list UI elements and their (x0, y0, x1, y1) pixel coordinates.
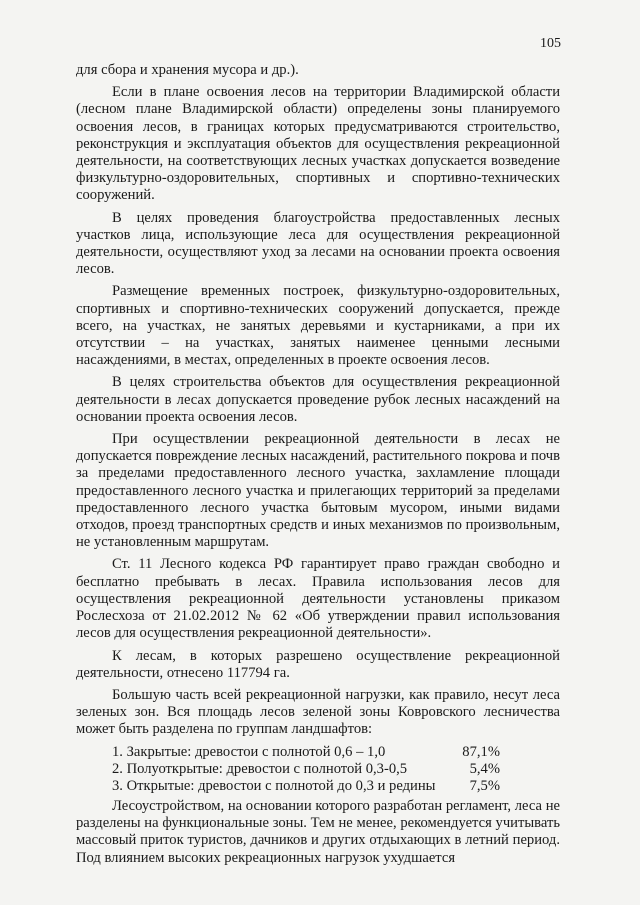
page-number: 105 (540, 36, 561, 51)
document-body (76, 62, 560, 872)
list-item-label: 2. Полуоткрытые: древостои с полнотой 0,3-0,5 (112, 760, 408, 777)
paragraph: В целях строительства объектов для осуществления рекреационной деятельности в лесах допускается проведение рубок лесных насаждений на основании проекта освоения лесов. (76, 374, 560, 425)
list-item (76, 744, 560, 761)
list-item-label: 3. Открытые: древостои с полнотой до 0,3 и редины (112, 777, 436, 794)
paragraph: для сбора и хранения мусора и др.). (76, 62, 299, 78)
paragraph: Если в плане освоения лесов на территории Владимирской области (лесном плане Владимирской области) определены зоны планируемого освоения лесов, в границах которых предусматриваются строительство, реконструкция и эксплуатация объектов для осуществления рекреационной деятельности, на соответствующих лесных участках допускается возведение физкультурно-оздоровительных, спортивных и спортивно-технических сооружений. (76, 84, 560, 204)
list-item-value: 7,5% (469, 777, 500, 794)
paragraph: Лесоустройством, на основании которого разработан регламент, леса не разделены на функциональные зоны. Тем не менее, рекомендуется учитывать массовый приток туристов, дачников и других отдыхающих в летний период. Под влиянием высоких рекреационных нагрузок ухудшается (76, 798, 560, 866)
list-item (76, 778, 560, 795)
paragraph: Размещение временных построек, физкультурно-оздоровительных, спортивных и спортивно-технических сооружений допускается, прежде всего, на участках, не занятых деревьями и кустарниками, а при их отсутствии – на участках, занятых наименее ценными лесными насаждениями, в местах, определенных в проекте освоения лесов. (76, 283, 560, 369)
list-item-value: 5,4% (469, 760, 500, 777)
list-item-label: 1. Закрытые: древостои с полнотой 0,6 – 1,0 (112, 743, 386, 760)
paragraph: При осуществлении рекреационной деятельности в лесах не допускается повреждение лесных насаждений, растительного покрова и почв за пределами предоставленного лесного участка, захламление площади предоставленного лесного участка и прилегающих территорий за пределами предоставленного лесного участка бытовым мусором, иными видами отходов, проезд транспортных средств и иных механизмов по произвольным, не установленным маршрутам. (76, 431, 560, 551)
paragraph: Большую часть всей рекреационной нагрузки, как правило, несут леса зеленых зон. Вся площадь лесов зеленой зоны Ковровского лесничества может быть разделена по группам ландшафтов: (76, 686, 560, 738)
list-item (76, 761, 560, 778)
landscape-group-list (76, 744, 560, 796)
paragraph: К лесам, в которых разрешено осуществление рекреационной деятельности, отнесено 117794 га. (76, 647, 560, 681)
list-item-value: 87,1% (462, 743, 500, 760)
paragraph: Ст. 11 Лесного кодекса РФ гарантирует право граждан свободно и бесплатно пребывать в лесах. Правила использования лесов для осуществления рекреационной деятельности установлены приказом Рослесхоза от 21.02.2012 № 62 «Об утверждении правил использования лесов для осуществления рекреационной деятельности». (76, 556, 560, 642)
paragraph: В целях проведения благоустройства предоставленных лесных участков лица, использующие леса для осуществления рекреационной деятельности, осуществляют уход за лесами на основании проекта освоения лесов. (76, 209, 560, 278)
